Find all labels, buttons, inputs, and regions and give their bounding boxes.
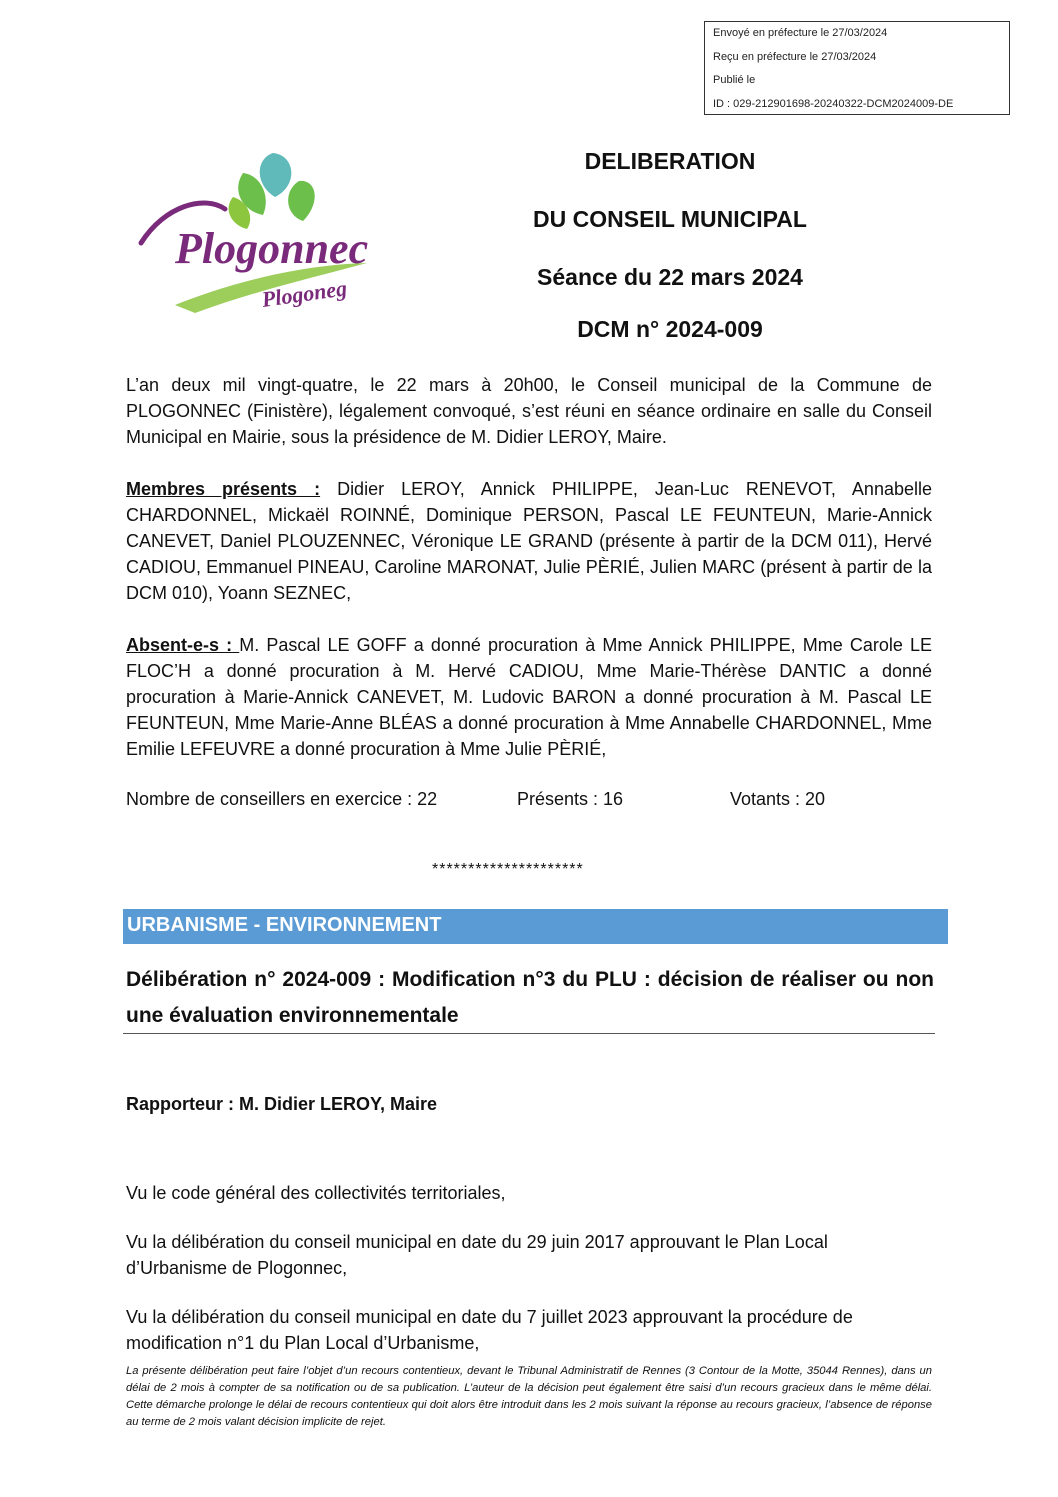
members-present-paragraph [126,476,932,606]
title-seance-date: Séance du 22 mars 2024 [537,264,803,290]
absents-paragraph [126,632,932,762]
intro-paragraph: L’an deux mil vingt-quatre, le 22 mars à 20h00, le Conseil municipal de la Commune de PLOGONNEC (Finistère), légalement convoqué, s’est réuni en séance ordinaire en salle du Conseil Municipal en Mairie, sous la présidence de M. Didier LEROY, Maire. [126,375,932,447]
section-banner: URBANISME - ENVIRONNEMENT [123,909,948,944]
stamp-sent: Envoyé en préfecture le 27/03/2024 [713,27,888,39]
count-present: Présents : 16 [517,789,624,809]
vu-item: Vu le code général des collectivités territoriales, [126,1183,506,1203]
absents-list: M. Pascal LE GOFF a donné procuration à Mme Annick PHILIPPE, Mme Carole LE FLOC’H a donné procuration à M. Hervé CADIOU, Mme Marie-Thérèse DANTIC a donné procuration à Marie-Annick CANEVET, M. Ludovic BARON a donné procuration à M. Pascal LE FEUNTEUN, Mme Marie-Anne BLÉAS a donné procuration à Mme Annabelle CHARDONNEL, Mme Emilie LEFEUVRE a donné procuration à Mme Julie PÈRIÉ, [126,635,933,759]
logo-wordmark: Plogonnec [175,224,369,273]
deliberation-title: Délibération n° 2024-009 : Modification n°3 du PLU : décision de réaliser ou non une évaluation environnementale [126,968,934,1027]
stamp-received: Reçu en préfecture le 27/03/2024 [713,50,877,63]
title-deliberation: DELIBERATION [584,148,756,174]
legal-footer: La présente délibération peut faire l’objet d’un recours contentieux, devant le Tribunal Administratif de Rennes (3 Contour de la Motte, 35044 Rennes), dans un délai de 2 mois à compter de sa notification ou de sa publication. L’auteur de la décision peut également être saisi d’un recours gracieux dans le même délai. Cette démarche prolonge le délai de recours contentieux qui doit alors être introduit dans les 2 mois suivant la réponse au recours gracieux, l’absence de réponse au terme de 2 mois valant décision implicite de rejet. [126,1365,932,1428]
vu-item: Vu la délibération du conseil municipal en date du 7 juillet 2023 approuvant la procédure de modification n°1 du Plan Local d’Urbanisme, [126,1307,853,1353]
plogonnec-logo [135,145,375,325]
title-conseil: DU CONSEIL MUNICIPAL [533,206,807,232]
absents-label: Absent-e-s : [126,635,240,655]
count-in-office: Nombre de conseillers en exercice : 22 [126,789,438,809]
vu-item: Vu la délibération du conseil municipal en date du 29 juin 2017 approuvant le Plan Local d’Urbanisme de Plogonnec, [126,1232,828,1278]
stamp-published: Publié le [713,74,756,86]
prefecture-stamp [704,21,1010,115]
members-present-label: Membres présents : [126,479,321,499]
title-underline [123,1033,935,1034]
count-voters: Votants : 20 [730,789,826,809]
stamp-id: ID : 029-212901698-20240322-DCM2024009-DE [713,97,954,110]
rapporteur: Rapporteur : M. Didier LEROY, Maire [126,1094,438,1114]
title-dcm-number: DCM n° 2024-009 [577,316,763,342]
separator-stars: ********************* [432,861,584,878]
logo-sub-wordmark: Plogoneg [260,275,349,312]
members-present-list: Didier LEROY, Annick PHILIPPE, Jean-Luc RENEVOT, Annabelle CHARDONNEL, Mickaël ROINNÉ, Dominique PERSON, Pascal LE FEUNTEUN, Marie-Annick CANEVET, Daniel PLOUZENNEC, Véronique LE GRAND (présente à partir de la DCM 011), Hervé CADIOU, Emmanuel PINEAU, Caroline MARONAT, Julie PÈRIÉ, Julien MARC (présent à partir de la DCM 010), Yoann SEZNEC, [126,479,932,603]
